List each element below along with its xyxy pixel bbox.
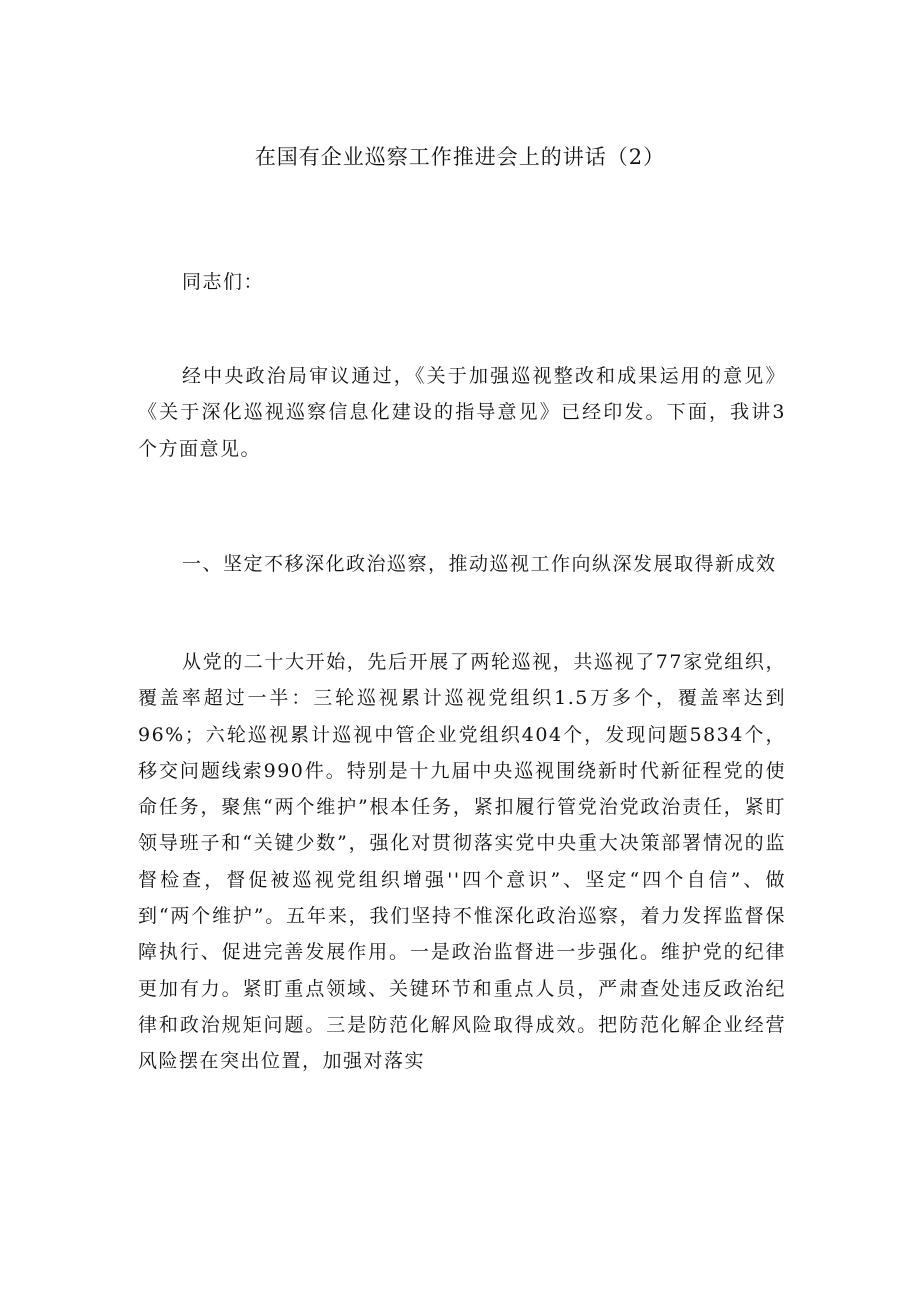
- greeting-paragraph: 同志们：: [182, 271, 265, 293]
- intro-paragraph: 经中央政治局审议通过，《关于加强巡视整改和成果运用的意见》《关于深化巡视巡察信息化建设的指导意见》已经印发。下面，我讲3个方面意见。: [138, 365, 786, 460]
- section-body-paragraph: 从党的二十大开始，先后开展了两轮巡视，共巡视了77家党组织，覆盖率超过一半：三轮巡视累计巡视党组织1.5万多个，覆盖率达到96%；六轮巡视累计巡视中管企业党组织404个，发现问题5834个，移交问题线索990件。特别是十九届中央巡视围绕新时代新征程党的使命任务，聚焦“两个维护”根本任务，紧扣履行管党治党政治责任，紧盯领导班子和“关键少数”，强化对贯彻落实党中央重大决策部署情况的监督检查，督促被巡视党组织增强''四个意识”、坚定“四个自信”、做到“两个维护”。五年来，我们坚持不惟深化政治巡察，着力发挥监督保障执行、促进完善发展作用。一是政治监督进一步强化。维护党的纪律更加有力。紧盯重点领域、关键环节和重点人员，严肃查处违反政治纪律和政治规矩问题。三是防范化解风险取得成效。把防范化解企业经营风险摆在突出位置，加强对落实: [138, 651, 786, 1073]
- document-title: 在国有企业巡察工作推进会上的讲话（2）: [254, 145, 666, 169]
- section-heading: 一、坚定不移深化政治巡察，推动巡视工作向纵深发展取得新成效: [182, 553, 777, 575]
